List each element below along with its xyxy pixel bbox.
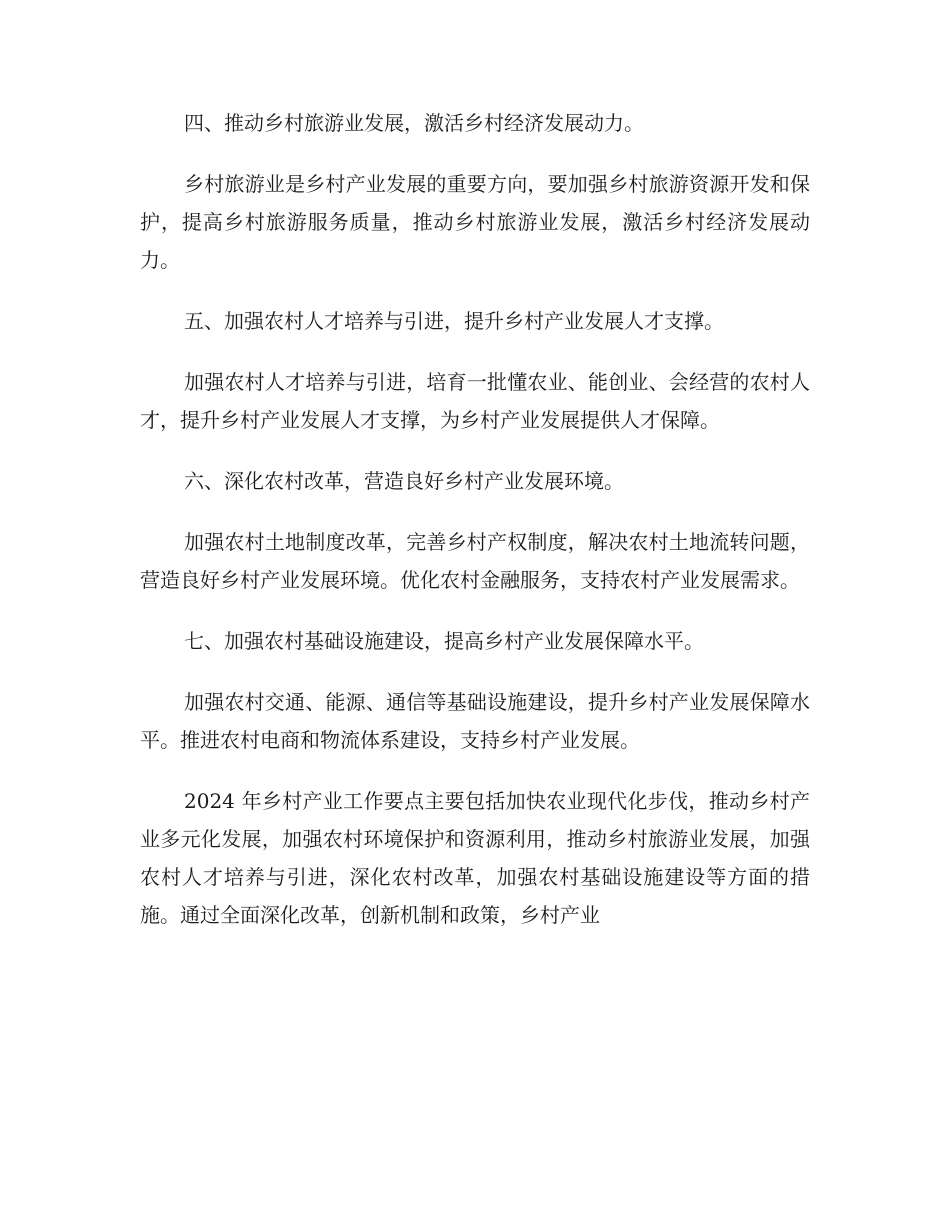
summary-paragraph: 2024 年乡村产业工作要点主要包括加快农业现代化步伐，推动乡村产业多元化发展，加强农村环境保护和资源利用，推动乡村旅游业发展，加强农村人才培养与引进，深化农村改革，加强农村基础设施建设等方面的措施。通过全面深化改革，创新机制和政策，乡村产业 bbox=[140, 789, 810, 927]
section-body-6: 加强农村土地制度改革，完善乡村产权制度，解决农村土地流转问题，营造良好乡村产业发展环境。优化农村金融服务，支持农村产业发展需求。 bbox=[140, 530, 810, 592]
section-body-7: 加强农村交通、能源、通信等基础设施建设，提升乡村产业发展保障水平。推进农村电商和物流体系建设，支持乡村产业发展。 bbox=[140, 690, 810, 752]
section-heading-6: 六、深化农村改革，营造良好乡村产业发展环境。 bbox=[184, 469, 624, 493]
document-page bbox=[140, 104, 810, 957]
section-body-4: 乡村旅游业是乡村产业发展的重要方向，要加强乡村旅游资源开发和保护，提高乡村旅游服务质量，推动乡村旅游业发展，激活乡村经济发展动力。 bbox=[140, 172, 810, 272]
section-heading-7: 七、加强农村基础设施建设，提高乡村产业发展保障水平。 bbox=[184, 629, 704, 653]
section-heading-4: 四、推动乡村旅游业发展，激活乡村经济发展动力。 bbox=[184, 111, 644, 135]
section-heading-5: 五、加强农村人才培养与引进，提升乡村产业发展人才支撑。 bbox=[184, 309, 724, 333]
section-body-5: 加强农村人才培养与引进，培育一批懂农业、能创业、会经营的农村人才，提升乡村产业发展人才支撑，为乡村产业发展提供人才保障。 bbox=[140, 370, 810, 432]
